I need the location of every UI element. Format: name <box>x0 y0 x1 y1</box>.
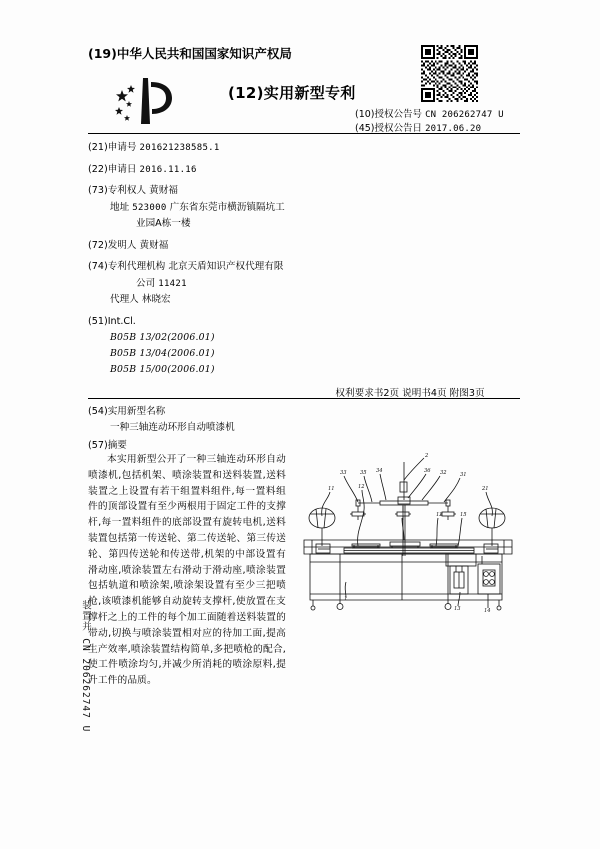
ref-numeral-31: 31 <box>460 472 467 478</box>
ipc-code: (51) <box>88 315 108 327</box>
ref-numeral-32: 32 <box>440 470 447 476</box>
ref-numeral-12b: 12 <box>436 512 443 518</box>
agency-code: (74) <box>88 261 108 272</box>
address-postcode: 523000 <box>132 202 167 213</box>
patentee-address-row-2 <box>88 216 388 233</box>
publication-date-value: 2017.06.20 <box>425 124 482 134</box>
document-type-label: 实用新型专利 <box>263 84 356 102</box>
application-date-row <box>88 162 388 179</box>
publication-number-code: (10) <box>355 109 375 120</box>
header-divider-rule <box>88 133 520 134</box>
address-line-2: 业园A栋一楼 <box>136 218 191 229</box>
publication-date-label: 授权公告日 <box>374 123 423 134</box>
document-type-line <box>228 82 356 103</box>
application-date-code: (22) <box>88 163 108 175</box>
ipc-label: Int.Cl. <box>107 315 136 327</box>
office-name: 中华人民共和国国家知识产权局 <box>116 46 292 61</box>
ref-numeral-15: 15 <box>460 512 467 518</box>
ref-numeral-2: 2 <box>425 453 429 459</box>
ipc-item: B05B 13/02(2006.01) <box>110 332 215 343</box>
publication-date-code: (45) <box>355 123 375 134</box>
application-date-label: 申请日 <box>107 163 137 175</box>
abstract-divider-rule <box>88 398 520 399</box>
application-number-value: 201621238585.1 <box>139 143 220 153</box>
ref-numeral-35: 35 <box>360 470 367 476</box>
patentee-code: (73) <box>88 185 108 196</box>
agency-code-number: 11421 <box>158 278 187 289</box>
title-header-row <box>88 404 298 420</box>
inventor-row <box>88 238 388 255</box>
agent-name: 林晓宏 <box>141 294 171 305</box>
address-label: 地址 <box>110 201 130 213</box>
agent-row <box>88 292 388 309</box>
ref-numeral-1: 1 <box>344 596 348 602</box>
publication-info-block <box>355 108 504 136</box>
agency-row <box>88 259 388 276</box>
ref-numeral-11: 11 <box>328 486 335 492</box>
side-margin-id-text: CN 206262747 U <box>80 638 91 733</box>
agent-label: 代理人 <box>110 294 139 305</box>
abstract-label: 摘要 <box>107 440 127 451</box>
agency-label: 专利代理机构 <box>107 261 166 272</box>
pages-summary: 权利要求书2页 说明书4页 附图3页 <box>335 388 485 399</box>
inventor-label: 发明人 <box>107 239 137 251</box>
ref-numeral-13: 13 <box>454 606 461 612</box>
cnipa-emblem <box>110 74 182 130</box>
office-code: (19) <box>88 46 117 61</box>
side-margin-cn-text: 装置并 <box>80 600 91 632</box>
abstract-code: (57) <box>88 440 108 451</box>
ipc-header-row <box>88 314 388 331</box>
invention-title-block <box>88 404 298 436</box>
ref-numeral-14: 14 <box>484 608 491 614</box>
application-number-label: 申请号 <box>107 142 137 153</box>
address-line-1: 广东省东莞市横沥镇隔坑工 <box>169 201 285 213</box>
agency-row-2 <box>88 276 388 293</box>
bibliographic-data <box>88 140 388 378</box>
inventor-value: 黄财福 <box>139 239 169 251</box>
ref-numeral-36: 36 <box>424 468 431 474</box>
agency-name-line-2: 公司 <box>136 277 156 289</box>
patentee-row <box>88 183 388 200</box>
patentee-label: 专利权人 <box>107 185 147 196</box>
application-number-row <box>88 140 388 157</box>
patentee-address-row <box>88 200 388 217</box>
publication-number-row <box>355 108 504 122</box>
publication-number-label: 授权公告号 <box>374 109 423 120</box>
ref-numeral-21: 21 <box>482 486 489 492</box>
title-label: 实用新型名称 <box>107 406 166 417</box>
document-header <box>88 40 520 140</box>
agency-name-line-1: 北京天盾知识产权代理有限 <box>168 261 284 272</box>
ipc-item: B05B 13/04(2006.01) <box>110 348 215 359</box>
application-date-value: 2016.11.16 <box>139 164 197 175</box>
inventor-code: (72) <box>88 239 108 251</box>
document-type-code: (12) <box>228 84 264 102</box>
issuing-office-line <box>88 44 292 62</box>
abstract-text: 本实用新型公开了一种三轴连动环形自动喷漆机,包括机架、喷涂装置和送料装置,送料装置之上设置有若干组置料组件,每一置料组件的顶部设置有至少两根用于固定工件的支撑杆,每一置料组件的底部设置有旋转电机,送料装置包括第一传送轮、第二传送轮、第三传送轮、第四传送轮和传送带,机架的中部设置有滑动座,喷涂装置左右滑动于滑动座,喷涂装置包括轨道和喷涂架,喷涂架设置有至少三把喷枪,该喷漆机能够自动旋转支撑杆,使放置在支撑杆之上的工件的每个加工面随着送料装置的带动,切换与喷涂装置相对应的待加工面,提高生产效率,喷涂装置结构简单,多把喷枪的配合,使工件喷涂均匀,并减少所消耗的喷涂原料,提升工件的品质。 <box>88 454 286 687</box>
abstract-header-row <box>88 437 127 451</box>
title-code: (54) <box>88 406 108 417</box>
patent-technical-drawing <box>296 452 520 622</box>
ref-numeral-33: 33 <box>340 470 347 476</box>
patentee-value: 黄财福 <box>149 185 178 196</box>
page-title: 一种三轴连动环形自动喷漆机 <box>110 422 235 433</box>
ref-numeral-34: 34 <box>376 468 383 474</box>
ipc-item: B05B 15/00(2006.01) <box>110 364 215 375</box>
ref-numeral-12: 12 <box>358 484 365 490</box>
publication-number-value: CN 206262747 U <box>425 110 504 120</box>
application-number-code: (21) <box>88 142 108 153</box>
qr-code <box>421 45 478 102</box>
